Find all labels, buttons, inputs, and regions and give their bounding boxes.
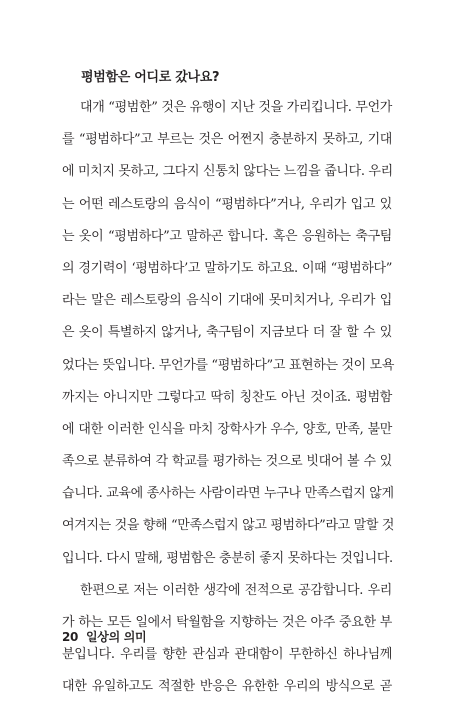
body-line: 는 옷이 “평범하다”고 말하곤 합니다. 혹은 응원하는 축구팀 xyxy=(62,228,392,244)
body-line: 분입니다. 우리를 향한 관심과 관대함이 무한하신 하나님께 xyxy=(62,647,392,663)
body-line: 에 미치지 못하고, 그다지 신통치 않다는 느낌을 줍니다. 우리 xyxy=(62,164,393,180)
body-line: 습니다. 교육에 종사하는 사람이라면 누구나 만족스럽지 않게 xyxy=(62,486,394,502)
body-text xyxy=(62,92,395,704)
section-heading: 평범함은 어디로 갔나요? xyxy=(81,70,220,85)
body-line: 의 경기력이 ‘평범하다’고 말하기도 하고요. 이때 “평범하다” xyxy=(62,260,392,276)
body-line: 한편으로 저는 이러한 생각에 전적으로 공감합니다. 우리 xyxy=(80,582,392,598)
body-line: 은 옷이 특별하지 않거나, 축구팀이 지금보다 더 잘 할 수 있 xyxy=(62,325,392,341)
book-title: 일상의 의미 xyxy=(86,630,147,644)
body-line: 에 대한 이러한 인식을 마치 장학사가 우수, 양호, 만족, 불만 xyxy=(62,421,392,437)
body-line: 까지는 아니지만 그렇다고 딱히 칭찬도 아닌 것이죠. 평범함 xyxy=(62,389,392,405)
body-line: 가 하는 모든 일에서 탁월함을 지향하는 것은 아주 중요한 부 xyxy=(62,615,392,630)
body-line: 었다는 뜻입니다. 무언가를 “평범하다”고 표현하는 것이 모욕 xyxy=(62,357,395,373)
body-line: 족으로 분류하여 각 학교를 평가하는 것으로 빗대어 볼 수 있 xyxy=(62,454,392,470)
page-number: 20 xyxy=(62,630,79,644)
page-footer xyxy=(62,628,150,645)
body-line: 를 “평범하다”고 부르는 것은 어쩐지 충분하지 못하고, 기대 xyxy=(62,132,392,148)
body-line: 는 어떤 레스토랑의 음식이 “평범하다”거나, 우리가 입고 있 xyxy=(62,196,392,212)
body-line: 대개 “평범한” 것은 유행이 지난 것을 가리킵니다. 무언가 xyxy=(80,100,392,115)
body-line: 대한 유일하고도 적절한 반응은 유한한 우리의 방식으로 곧 xyxy=(62,679,392,695)
body-line: 입니다. 다시 말해, 평범함은 충분히 좋지 못하다는 것입니다. xyxy=(62,550,393,566)
body-line: 라는 말은 레스토랑의 음식이 기대에 못미치거나, 우리가 입 xyxy=(62,293,392,309)
body-line: 여겨지는 것을 향해 “만족스럽지 않고 평범하다”라고 말할 것 xyxy=(62,518,395,534)
